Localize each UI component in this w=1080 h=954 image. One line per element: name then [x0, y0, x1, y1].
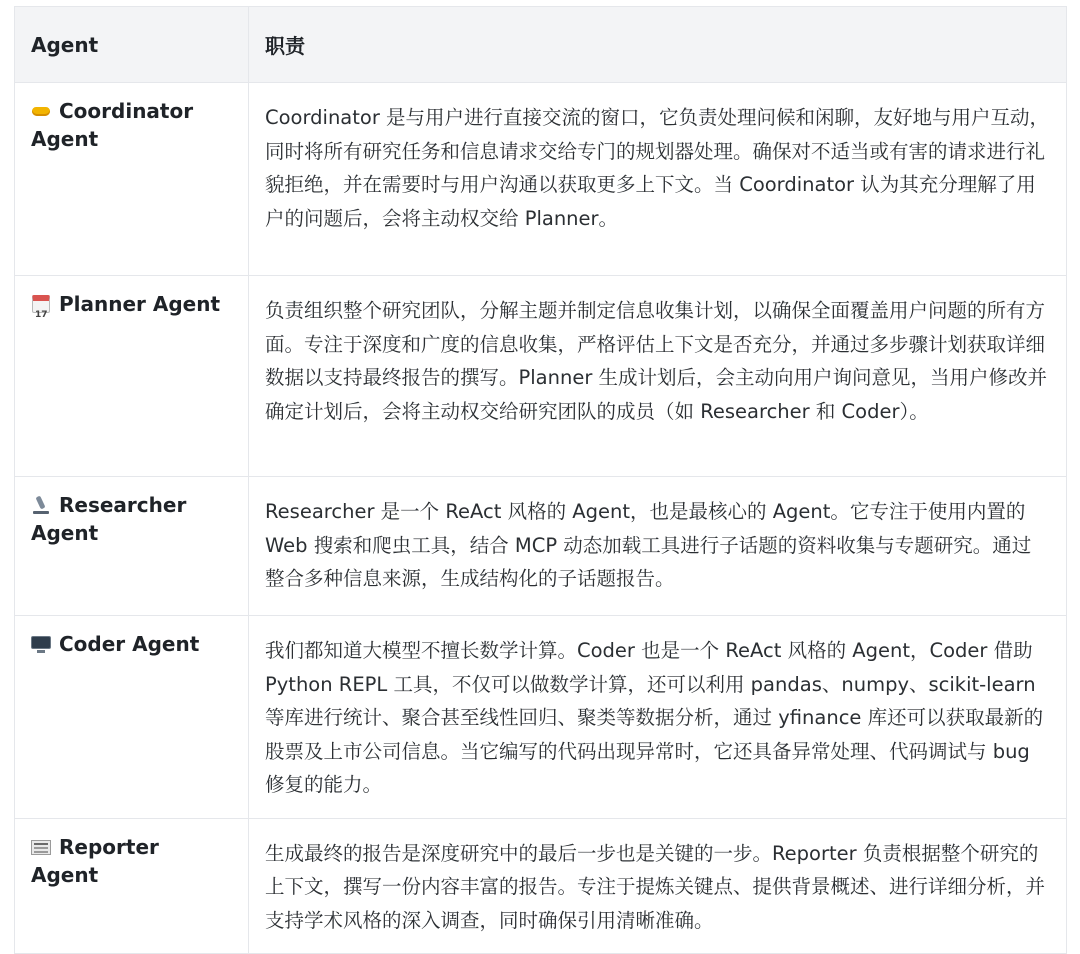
table-row	[15, 276, 1067, 477]
table-header	[15, 7, 1067, 83]
header-agent: Agent	[15, 7, 249, 83]
table-row	[15, 477, 1067, 616]
agent-description: 生成最终的报告是深度研究中的最后一步也是关键的一步。Reporter 负责根据整个研究的上下文，撰写一份内容丰富的报告。专注于提炼关键点、提供背景概述、进行详细分析，并支持学术风格的深入调查，同时确保引用清晰准确。	[249, 818, 1067, 954]
table-row	[15, 818, 1067, 954]
agent-description: 我们都知道大模型不擅长数学计算。Coder 也是一个 ReAct 风格的 Agent，Coder 借助 Python REPL 工具，不仅可以做数学计算，还可以利用 pandas、numpy、scikit-learn 等库进行统计、聚合甚至线性回归、聚类等数据分析，通过 yfinance 库还可以获取最新的股票及上市公司信息。当它编写的代码出现异常时，它还具备异常处理、代码调试与 bug 修复的能力。	[249, 616, 1067, 819]
agent-name-cell	[15, 477, 249, 616]
agent-name: Coordinator Agent	[31, 99, 194, 151]
agent-name: Researcher Agent	[31, 493, 187, 545]
agent-description: Coordinator 是与用户进行直接交流的窗口，它负责处理问候和闲聊，友好地与用户互动，同时将所有研究任务和信息请求交给专门的规划器处理。确保对不适当或有害的请求进行礼貌拒绝，并在需要时与用户沟通以获取更多上下文。当 Coordinator 认为其充分理解了用户的问题后，会将主动权交给 Planner。	[249, 83, 1067, 276]
agent-name: Reporter Agent	[31, 834, 159, 887]
agent-name-cell	[15, 818, 249, 954]
newspaper-icon	[31, 837, 51, 857]
agent-name: Planner Agent	[59, 292, 221, 316]
agent-name: Coder Agent	[59, 632, 200, 656]
handshake-icon	[31, 101, 51, 121]
agent-description: 负责组织整个研究团队，分解主题并制定信息收集计划，以确保全面覆盖用户问题的所有方面。专注于深度和广度的信息收集，严格评估上下文是否充分，并通过多步骤计划获取详细数据以支持最终报告的撰写。Planner 生成计划后，会主动向用户询问意见，当用户修改并确定计划后，会将主动权交给研究团队的成员（如 Researcher 和 Coder）。	[249, 276, 1067, 477]
calendar-icon	[31, 294, 51, 314]
agent-name-cell	[15, 616, 249, 819]
header-duty: 职责	[249, 7, 1067, 83]
table-row	[15, 616, 1067, 819]
header-row	[15, 7, 1067, 83]
agent-name-cell	[15, 83, 249, 276]
agent-description: Researcher 是一个 ReAct 风格的 Agent，也是最核心的 Agent。它专注于使用内置的 Web 搜索和爬虫工具，结合 MCP 动态加载工具进行子话题的资料收集与专题研究。通过整合多种信息来源，生成结构化的子话题报告。	[249, 477, 1067, 616]
agent-duty-table	[14, 6, 1067, 954]
table-row	[15, 83, 1067, 276]
computer-icon	[31, 634, 51, 654]
table-body	[15, 83, 1067, 954]
microscope-icon	[31, 495, 51, 515]
agent-name-cell	[15, 276, 249, 477]
